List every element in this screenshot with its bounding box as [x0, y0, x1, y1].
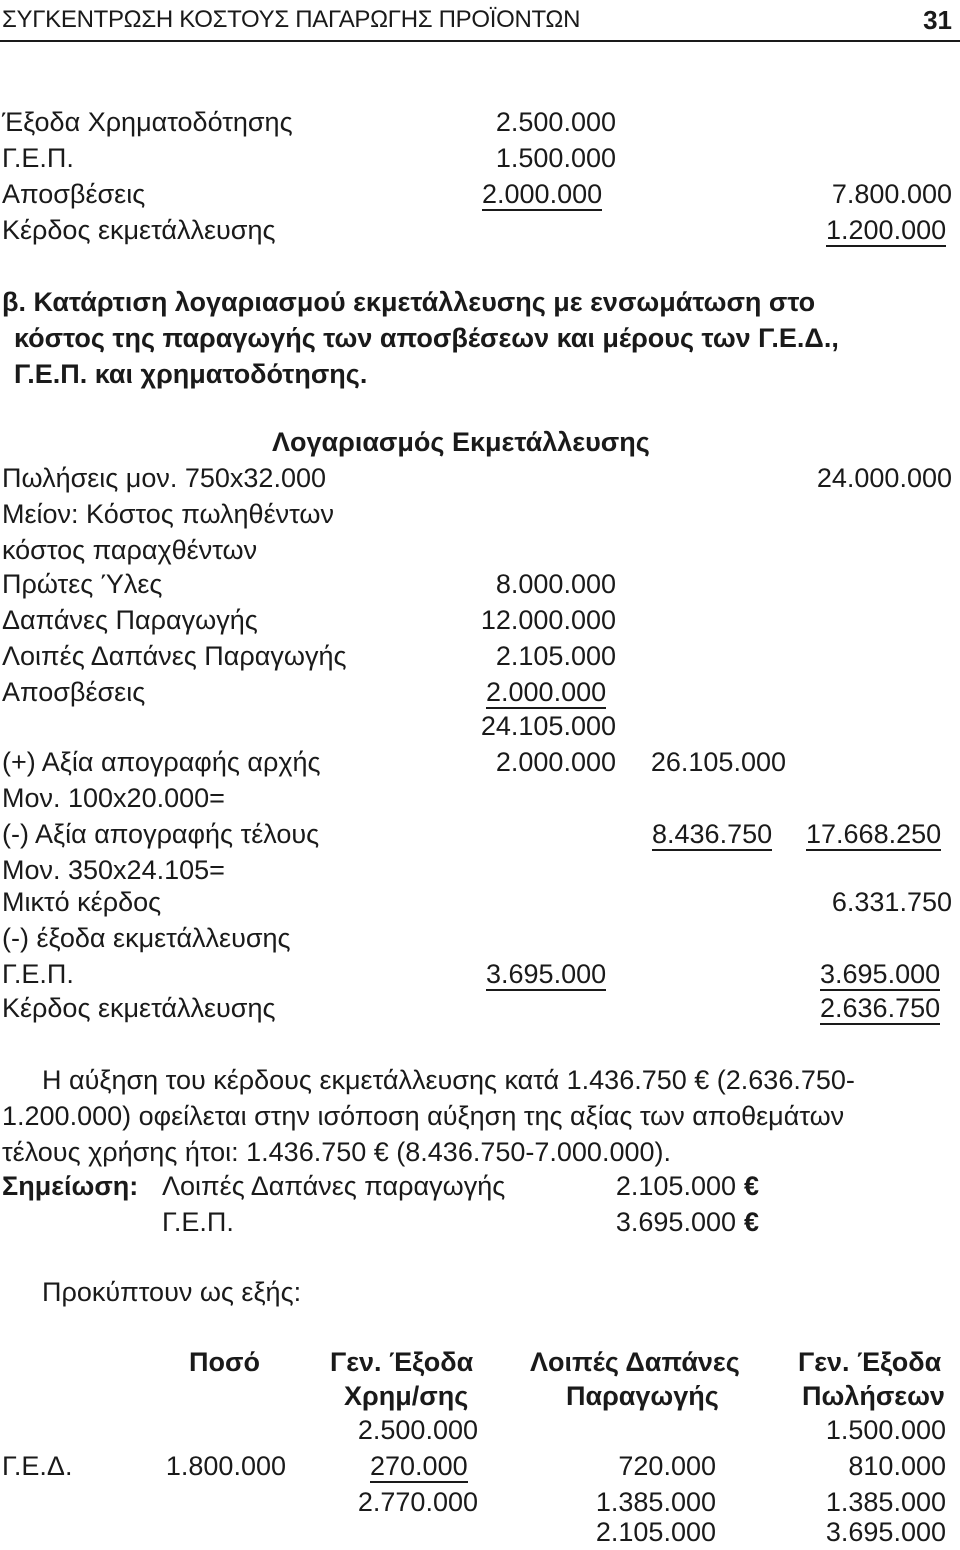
opex-label: (-) έξοδα εκμετάλλευσης — [2, 923, 291, 953]
account-title: Λογαριασμός Εκμετάλλευσης — [272, 427, 650, 457]
profit-total: 2.636.750 — [820, 993, 941, 1023]
opening-units: Μον. 100x20.000= — [2, 783, 225, 813]
euro-icon: € — [744, 1207, 760, 1237]
cost-amount: 12.000.000 — [480, 605, 616, 635]
note-item-label: Λοιπές Δαπάνες παραγωγής — [162, 1171, 506, 1201]
cost-label: Πρώτες Ύλες — [2, 569, 163, 599]
table-cell-fin: 2.500.000 — [357, 1415, 478, 1445]
section-heading: Γ.Ε.Π. και χρηματοδότησης. — [14, 359, 368, 389]
gross-label: Μικτό κέρδος — [2, 887, 162, 917]
closing-label: (-) Αξία απογραφής τέλους — [2, 819, 320, 849]
table-cell-sales: 1.500.000 — [825, 1415, 946, 1445]
sales-label: Πωλήσεις μον. 750x32.000 — [2, 463, 326, 493]
closing-units: Μον. 350x24.105= — [2, 855, 225, 885]
page-header-title: ΣΥΓΚΕΝΤΡΩΣΗ ΚΟΣΤΟΥΣ ΠΑΓΑΡΩΓΗΣ ΠΡΟΪΟΝΤΩΝ — [2, 6, 581, 33]
column-header-fin: Χρημ/σης — [344, 1381, 469, 1411]
gross-total: 6.331.750 — [831, 887, 952, 917]
expense-amount: 2.500.000 — [495, 107, 616, 137]
closing-amount: 8.436.750 — [652, 819, 773, 849]
cost-label: Αποσβέσεις — [2, 677, 146, 707]
table-cell-other: 1.385.000 — [595, 1487, 716, 1517]
cost-label: Δαπάνες Παραγωγής — [2, 605, 258, 635]
table-row-label: Γ.Ε.Δ. — [2, 1451, 73, 1481]
expense-label: Αποσβέσεις — [2, 179, 146, 209]
euro-icon: € — [744, 1171, 760, 1201]
note-item-label: Γ.Ε.Π. — [162, 1207, 234, 1237]
costs-subtotal: 24.105.000 — [480, 711, 616, 741]
table-cell-sales: 3.695.000 — [825, 1517, 946, 1547]
cost-amount: 2.000.000 — [486, 677, 607, 707]
table-cell-other: 720.000 — [618, 1451, 716, 1481]
opening-amount: 2.000.000 — [495, 747, 616, 777]
explanation-text: 1.200.000) οφείλεται στην ισόποση αύξηση της αξίας των αποθεμάτων — [2, 1101, 845, 1131]
table-cell-sales: 1.385.000 — [825, 1487, 946, 1517]
expense-label: Γ.Ε.Π. — [2, 143, 74, 173]
note-item-amount: 2.105.000 — [615, 1171, 736, 1201]
closing-total: 17.668.250 — [806, 819, 942, 849]
cost-amount: 2.105.000 — [495, 641, 616, 671]
column-header-amount: Ποσό — [189, 1347, 260, 1377]
page-number: 31 — [923, 5, 952, 35]
expense-total: 7.800.000 — [831, 179, 952, 209]
column-header-other: Λοιπές Δαπάνες — [530, 1347, 740, 1377]
opening-total: 26.105.000 — [650, 747, 786, 777]
less-label: Μείον: Κόστος πωληθέντων — [2, 499, 334, 529]
header-rule — [0, 40, 960, 42]
cost-label: Λοιπές Δαπάνες Παραγωγής — [2, 641, 347, 671]
expense-amount: 2.000.000 — [482, 179, 603, 209]
note-item-amount: 3.695.000 — [615, 1207, 736, 1237]
result-intro: Προκύπτουν ως εξής: — [42, 1277, 302, 1307]
column-header-fin: Γεν. Έξοδα — [330, 1347, 474, 1377]
note-label: Σημείωση: — [2, 1171, 139, 1201]
expense-label: Έξοδα Χρηματοδότησης — [2, 107, 293, 137]
expense-total: 1.200.000 — [826, 215, 947, 245]
table-cell-amount: 1.800.000 — [165, 1451, 286, 1481]
gep-total: 3.695.000 — [820, 959, 941, 989]
table-cell-sales: 810.000 — [848, 1451, 946, 1481]
less-label: κόστος παραχθέντων — [2, 535, 258, 565]
profit-label: Κέρδος εκμετάλλευσης — [2, 993, 276, 1023]
opening-label: (+) Αξία απογραφής αρχής — [2, 747, 321, 777]
section-heading: κόστος της παραγωγής των αποσβέσεων και μέρους των Γ.Ε.Δ., — [14, 323, 839, 353]
gep-amount: 3.695.000 — [486, 959, 607, 989]
explanation-text: Η αύξηση του κέρδους εκμετάλλευσης κατά 1.436.750 € (2.636.750- — [42, 1065, 855, 1095]
cost-amount: 8.000.000 — [495, 569, 616, 599]
table-cell-other: 2.105.000 — [595, 1517, 716, 1547]
expense-amount: 1.500.000 — [495, 143, 616, 173]
sales-total: 24.000.000 — [816, 463, 952, 493]
column-header-sales: Γεν. Έξοδα — [798, 1347, 942, 1377]
column-header-sales: Πωλήσεων — [802, 1381, 945, 1411]
expense-label: Κέρδος εκμετάλλευσης — [2, 215, 276, 245]
column-header-other: Παραγωγής — [566, 1381, 719, 1411]
table-cell-fin: 2.770.000 — [357, 1487, 478, 1517]
explanation-text: τέλους χρήσης ήτοι: 1.436.750 € (8.436.750-7.000.000). — [2, 1137, 671, 1167]
table-cell-fin: 270.000 — [370, 1451, 468, 1481]
gep-label: Γ.Ε.Π. — [2, 959, 74, 989]
section-heading: β. Κατάρτιση λογαριασμού εκμετάλλευσης με ενσωμάτωση στο — [2, 287, 816, 317]
